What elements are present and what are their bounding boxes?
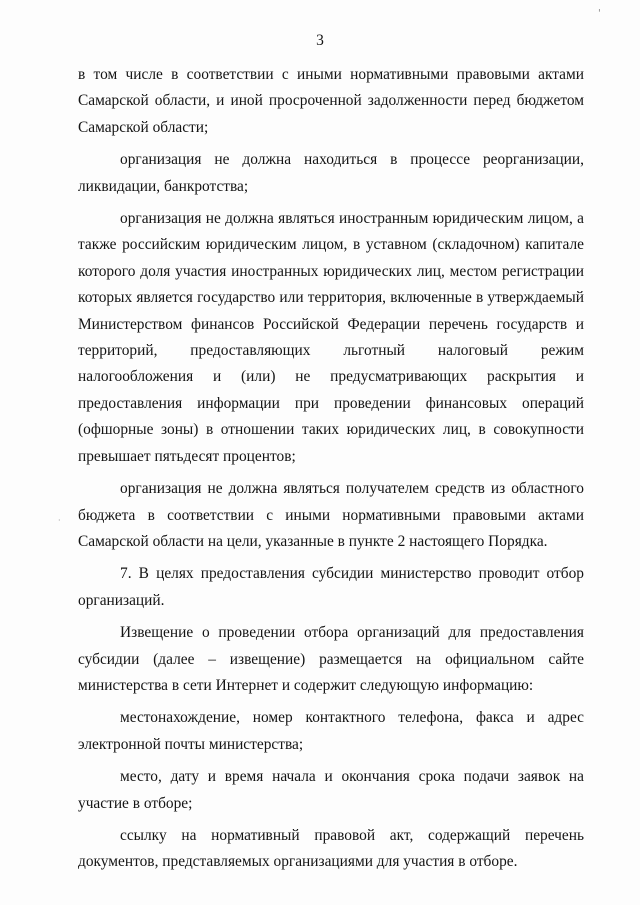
paragraph: место, дату и время начала и окончания срока подачи заявок на участие в отборе; <box>78 768 584 812</box>
paragraph: Извещение о проведении отбора организаций для предоставления субсидии (далее – извещение) размещается на официальном сайте министерства в сети Интернет и содержит следующую информацию: <box>78 624 584 694</box>
paragraph: в том числе в соответствии с иными нормативными правовыми актами Самарской области, и иной просроченной задолженности перед бюджетом Самарской области; <box>78 66 584 136</box>
page-number: 3 <box>316 32 324 49</box>
paragraph: местонахождение, номер контактного телефона, факса и адрес электронной почты министерства; <box>78 709 584 753</box>
paragraph: организация не должна являться иностранным юридическим лицом, а также российским юридическим лицом, в уставном (складочном) капитале которого доля участия иностранных юридических лиц, местом регистрации которых является государство или территория, включенные в утверждаемый Министерством финансов Российской Федерации перечень государств и территорий, предоставляющих льготный налоговый режим налогообложения и (или) не предусматривающих раскрытия и предоставления информации при проведении финансовых операций (офшорные зоны) в отношении таких юридических лиц, в совокупности превышает пятьдесят процентов; <box>78 210 584 465</box>
paragraph: организация не должна находиться в процессе реорганизации, ликвидации, банкротства; <box>78 151 584 195</box>
paragraph: ссылку на нормативный правовой акт, содержащий перечень документов, представляемых организациями для участия в отборе. <box>78 826 584 871</box>
scan-speck-mark: · <box>58 516 61 525</box>
scan-speck-mark: ' <box>598 8 601 19</box>
document-body <box>78 62 584 882</box>
paragraph: 7. В целях предоставления субсидии министерство проводит отбор организаций. <box>78 565 584 609</box>
paragraph: организация не должна являться получателем средств из областного бюджета в соответствии с иными нормативными правовыми актами Самарской области на цели, указанные в пункте 2 настоящего Порядка. <box>78 480 584 550</box>
